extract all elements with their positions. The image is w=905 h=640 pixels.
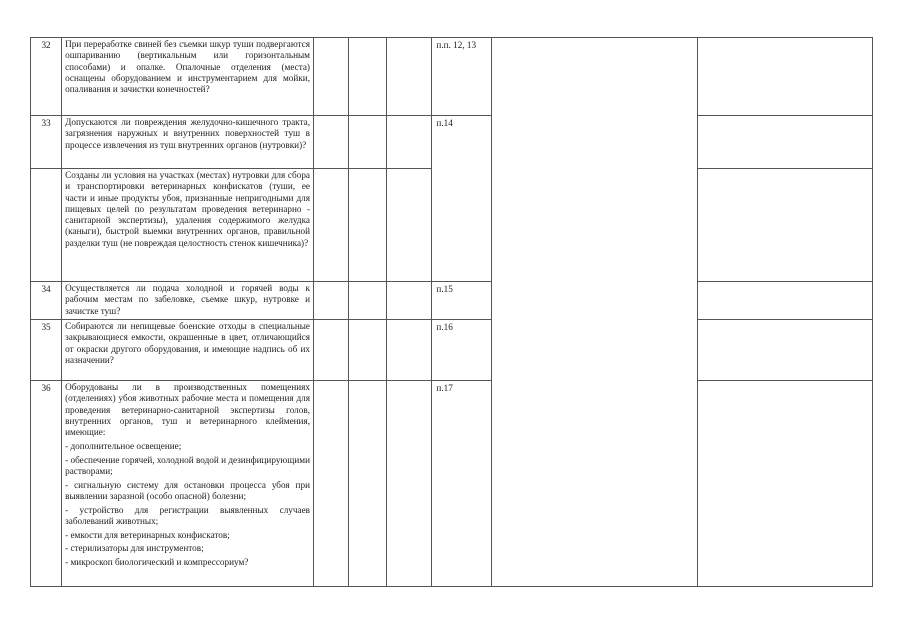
answer-cell-na: [387, 116, 432, 169]
notes-cell: [698, 38, 873, 116]
answer-cell-no: [349, 116, 387, 169]
answer-cell-na: [387, 169, 432, 282]
question-cell: [62, 38, 314, 116]
list-item: - микроскоп биологический и компрессориум?: [65, 556, 249, 567]
legal-reference: п.14: [432, 116, 491, 282]
list-item: - стерилизаторы для инструментов;: [65, 543, 204, 554]
answer-cell-no: [349, 169, 387, 282]
answer-cell-na: [387, 320, 432, 381]
list-item: - обеспечение горячей, холодной водой и дезинфицирующими растворами;: [65, 454, 310, 476]
question-text: Осуществляется ли подача холодной и горячей воды к рабочим местам по забеловке, съемке шкур, нутровке и зачистке туш?: [65, 283, 310, 316]
notes-cell: [698, 381, 873, 587]
table-row: [31, 320, 873, 381]
answer-cell-no: [349, 282, 387, 320]
checklist-table: [30, 37, 873, 587]
notes-cell: [698, 282, 873, 320]
row-number: 36: [31, 381, 62, 587]
answer-cell-yes: [314, 169, 349, 282]
question-cell: [62, 381, 314, 587]
list-item: - емкости для ветеринарных конфискатов;: [65, 529, 230, 540]
row-number: 34: [31, 282, 62, 320]
question-text: При переработке свиней без съемки шкур туши подвергаются ошпариванию (вертикальным или горизонтальным способами) и опалке. Опалочные отделения (места) оснащены оборудованием и инструментарием для мойки, опаливания и зачистки конечностей?: [65, 39, 310, 95]
question-cell: [62, 116, 314, 169]
list-item: - устройство для регистрации выявленных случаев заболеваний животных;: [65, 504, 310, 526]
table-row: [31, 282, 873, 320]
notes-cell: [698, 116, 873, 169]
answer-cell-yes: [314, 38, 349, 116]
row-number: 33: [31, 116, 62, 169]
question-cell: [62, 282, 314, 320]
row-number: [31, 169, 62, 282]
notes-cell: [698, 320, 873, 381]
list-item: - дополнительное освещение;: [65, 440, 182, 451]
question-text: Допускаются ли повреждения желудочно-кишечного тракта, загрязнения наружных и внутренних поверхностей туш в процессе извлечения из туш внутренних органов (нутровки)?: [65, 117, 310, 150]
legal-reference: п.15: [432, 282, 491, 320]
answer-cell-yes: [314, 320, 349, 381]
answer-cell-no: [349, 38, 387, 116]
question-text: Собираются ли непищевые боенские отходы в специальные закрывающиеся емкости, окрашенные в цвет, отличающийся от окраски другого оборудования, и имеющие надпись об их назначении?: [65, 321, 310, 365]
notes-cell: [698, 169, 873, 282]
table-row: [31, 116, 873, 169]
answer-cell-na: [387, 381, 432, 587]
row-number: 35: [31, 320, 62, 381]
legal-reference: п.16: [432, 320, 491, 381]
legal-reference: п.п. 12, 13: [432, 38, 491, 116]
question-text: Оборудованы ли в производственных помещениях (отделениях) убоя животных рабочие места и помещения для проведения ветеринарно-санитарной экспертизы голов, внутренних органов, туш и ветеринарного клеймения, имеющие:: [65, 382, 310, 438]
answer-cell-yes: [314, 282, 349, 320]
requirements-column-cell: [491, 38, 698, 587]
legal-reference: п.17: [432, 381, 491, 587]
answer-cell-na: [387, 38, 432, 116]
question-cell: [62, 320, 314, 381]
question-text: Созданы ли условия на участках (местах) нутровки для сбора и транспортировки ветеринарных конфискатов (туши, ее части и иные продукты убоя, признанные непригодными для пищевых целей по результатам проведения ветеринарно - санитарной экспертизы), удаления содержимого желудка (каныги), быстрой выемки внутренних органов, правильной разделки туш (не повреждая целостность стенок кишечника)?: [65, 170, 310, 248]
row-number: 32: [31, 38, 62, 116]
table-row: [31, 381, 873, 587]
question-cell: [62, 169, 314, 282]
table-row: [31, 38, 873, 116]
answer-cell-yes: [314, 381, 349, 587]
list-item: - сигнальную систему для остановки процесса убоя при выявлении заразной (особо опасной) болезни;: [65, 479, 310, 501]
answer-cell-no: [349, 320, 387, 381]
answer-cell-na: [387, 282, 432, 320]
answer-cell-yes: [314, 116, 349, 169]
answer-cell-no: [349, 381, 387, 587]
